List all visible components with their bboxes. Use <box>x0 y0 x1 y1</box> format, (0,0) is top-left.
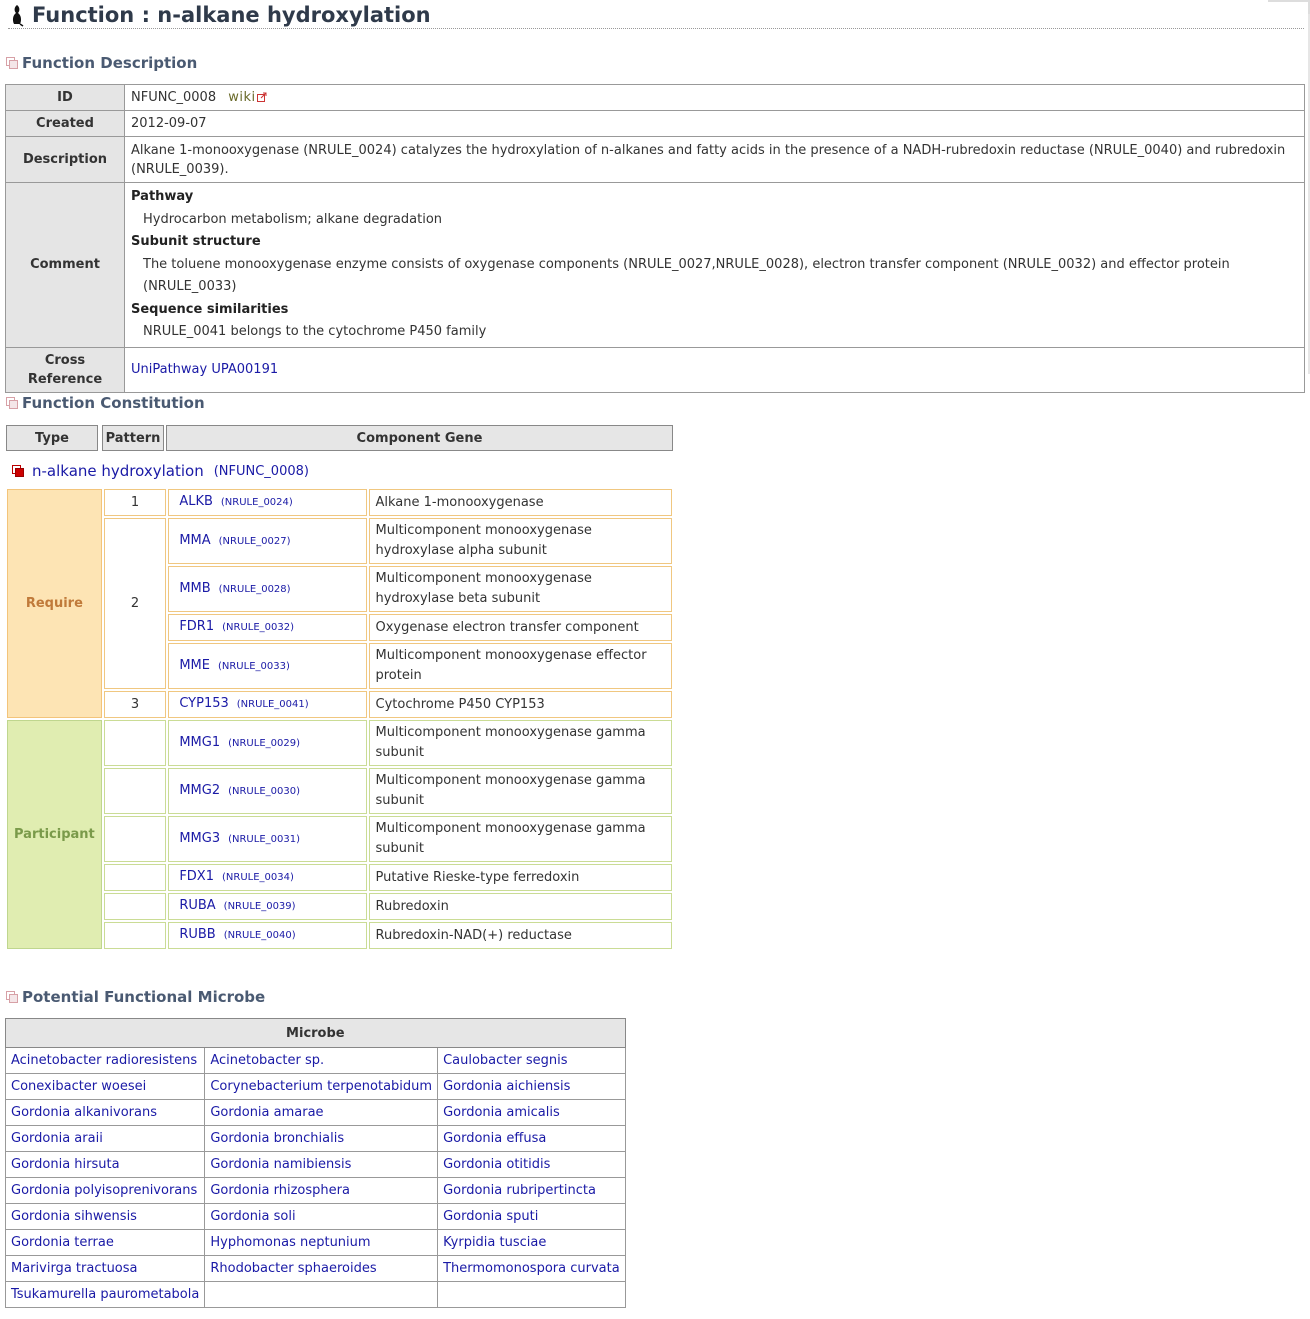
component-name: Multicomponent monooxygenase effector protein <box>369 643 673 689</box>
table-row <box>6 137 1305 183</box>
function-row <box>12 462 309 480</box>
microbe-link[interactable]: Acinetobacter sp. <box>210 1053 325 1068</box>
comment-text-pathway: Hydrocarbon metabolism; alkane degradation <box>143 211 443 227</box>
rule-link[interactable]: (NRULE_0029) <box>228 737 300 749</box>
component-name: Oxygenase electron transfer component <box>369 614 673 641</box>
table-row <box>6 1256 626 1282</box>
component-name: Multicomponent monooxygenase gamma subunit <box>369 720 673 766</box>
gene-cell <box>168 691 366 718</box>
table-row <box>6 1204 626 1230</box>
cross-reference-label: Cross Reference <box>6 347 125 392</box>
microbe-link[interactable]: Hyphomonas neptunium <box>210 1235 371 1250</box>
comment-heading-pathway: Pathway <box>131 189 194 204</box>
table-row <box>6 1048 626 1074</box>
microbe-cell <box>438 1282 626 1308</box>
comment-value <box>125 183 1305 348</box>
microbe-link[interactable]: Gordonia sihwensis <box>11 1209 137 1224</box>
microbe-cell <box>438 1152 626 1178</box>
microbe-cell <box>6 1100 205 1126</box>
wiki-link[interactable]: wiki <box>228 90 266 105</box>
section-icon <box>6 57 18 69</box>
component-name: Alkane 1-monooxygenase <box>369 489 673 516</box>
function-icon <box>12 465 24 477</box>
microbe-cell <box>6 1048 205 1074</box>
microbe-link[interactable]: Tsukamurella paurometabola <box>11 1287 200 1302</box>
potential-microbe-heading: Potential Functional Microbe <box>6 988 265 1006</box>
table-row <box>7 720 672 766</box>
function-id-link[interactable]: (NFUNC_0008) <box>213 463 309 479</box>
description-label: Description <box>6 137 125 183</box>
comment-label: Comment <box>6 183 125 348</box>
id-value: NFUNC_0008 <box>131 90 217 105</box>
microbe-cell <box>6 1256 205 1282</box>
gene-link[interactable]: MMG3 <box>179 830 221 846</box>
component-name: Multicomponent monooxygenase gamma subunit <box>369 768 673 814</box>
gene-cell <box>168 893 366 920</box>
component-name: Multicomponent monooxygenase gamma subunit <box>369 816 673 862</box>
rule-link[interactable]: (NRULE_0024) <box>220 497 293 508</box>
table-row <box>6 85 1305 111</box>
microbe-cell <box>205 1256 438 1282</box>
gene-link[interactable]: FDR1 <box>179 619 215 634</box>
table-row <box>7 816 672 862</box>
created-label: Created <box>6 111 125 137</box>
pattern-cell <box>104 816 167 862</box>
microbe-link[interactable]: Gordonia terrae <box>11 1235 114 1250</box>
microbe-link[interactable]: Rhodobacter sphaeroides <box>210 1261 377 1276</box>
microbe-link[interactable]: Gordonia otitidis <box>443 1157 551 1172</box>
microbe-cell <box>6 1126 205 1152</box>
component-gene-header: Component Gene <box>167 426 673 451</box>
microbe-link[interactable]: Gordonia araii <box>11 1131 103 1146</box>
section-icon <box>6 991 18 1003</box>
microbe-header: Microbe <box>6 1019 626 1048</box>
microbe-link[interactable]: Caulobacter segnis <box>443 1053 568 1068</box>
gene-link[interactable]: MMA <box>179 532 211 548</box>
gene-link[interactable]: MME <box>179 657 210 673</box>
constitution-header <box>6 425 673 451</box>
microbe-link[interactable]: Gordonia amicalis <box>443 1105 560 1120</box>
pattern-cell: 2 <box>104 518 167 689</box>
microbe-link[interactable]: Gordonia polyisoprenivorans <box>11 1183 198 1198</box>
microbe-link[interactable]: Marivirga tractuosa <box>11 1261 138 1276</box>
rule-link[interactable]: (NRULE_0034) <box>221 872 294 883</box>
microbe-cell <box>205 1126 438 1152</box>
section-icon <box>6 397 18 409</box>
table-row <box>6 1152 626 1178</box>
table-row <box>6 1126 626 1152</box>
function-description-table <box>5 84 1305 393</box>
microbe-cell <box>6 1230 205 1256</box>
participant-type-cell: Participant <box>7 720 102 949</box>
microbe-link[interactable]: Acinetobacter radioresistens <box>11 1053 198 1068</box>
external-link-icon <box>257 92 267 102</box>
description-value <box>125 137 1305 183</box>
microbe-cell <box>438 1178 626 1204</box>
microbe-cell <box>205 1282 438 1308</box>
rule-link[interactable]: (NRULE_0030) <box>228 785 300 797</box>
pattern-cell: 1 <box>104 489 167 516</box>
microbe-cell <box>438 1126 626 1152</box>
gene-cell <box>168 643 366 689</box>
microbe-link[interactable]: Gordonia alkanivorans <box>11 1105 157 1120</box>
rule-link[interactable]: (NRULE_0032) <box>222 622 294 633</box>
created-value: 2012-09-07 <box>125 111 1305 137</box>
microbe-cell <box>438 1256 626 1282</box>
table-row <box>6 1178 626 1204</box>
microbe-cell <box>205 1100 438 1126</box>
microbe-link[interactable]: Gordonia rubripertincta <box>443 1183 596 1198</box>
microbe-cell <box>205 1178 438 1204</box>
microbe-link[interactable]: Gordonia rhizosphera <box>210 1183 350 1198</box>
table-row <box>7 691 672 718</box>
pattern-cell <box>104 720 167 766</box>
table-row <box>7 893 672 920</box>
table-row <box>7 922 672 949</box>
microbe-cell <box>6 1204 205 1230</box>
microbe-cell <box>6 1178 205 1204</box>
microbe-link[interactable]: Gordonia bronchialis <box>210 1131 345 1146</box>
rule-link[interactable]: (NRULE_0027) <box>218 535 291 547</box>
pattern-header: Pattern <box>103 426 164 451</box>
comment-heading-subunit: Subunit structure <box>131 234 261 249</box>
microbe-cell <box>6 1074 205 1100</box>
microbe-cell <box>438 1048 626 1074</box>
table-row <box>7 518 672 564</box>
microbe-link[interactable]: Gordonia hirsuta <box>11 1157 120 1172</box>
function-constitution-heading: Function Constitution <box>6 394 205 412</box>
component-name: Multicomponent monooxygenase hydroxylase alpha subunit <box>369 518 673 564</box>
description-line-1: Alkane 1-monooxygenase (NRULE_0024) catalyzes the hydroxylation of n-alkanes and fatty acids in the presence of a NADH-rubredoxin reductase (NRULE_0040) and rubredoxin <box>131 142 1286 158</box>
microbe-cell <box>438 1074 626 1100</box>
pattern-cell <box>104 922 167 949</box>
gene-cell <box>168 614 366 641</box>
id-cell <box>125 85 1305 111</box>
microbe-cell <box>205 1048 438 1074</box>
microbe-cell <box>205 1230 438 1256</box>
microbe-cell <box>205 1074 438 1100</box>
require-type-cell: Require <box>7 489 102 718</box>
gene-cell <box>168 518 366 564</box>
gene-link[interactable]: MMG1 <box>179 734 221 750</box>
page-title <box>8 2 1304 29</box>
rule-link[interactable]: (NRULE_0041) <box>236 699 309 710</box>
microbe-link[interactable]: Gordonia amarae <box>210 1105 324 1120</box>
component-name: Putative Rieske-type ferredoxin <box>369 864 673 891</box>
gene-cell <box>168 768 366 814</box>
microbe-cell <box>438 1230 626 1256</box>
table-row <box>6 111 1305 137</box>
unipathway-link[interactable]: UniPathway UPA00191 <box>131 362 279 377</box>
gene-link[interactable]: RUBB <box>179 927 216 942</box>
component-name: Multicomponent monooxygenase hydroxylase beta subunit <box>369 566 673 612</box>
page-title-text: Function : n-alkane hydroxylation <box>32 3 431 27</box>
table-row <box>7 864 672 891</box>
microbe-link[interactable]: Conexibacter woesei <box>11 1079 147 1094</box>
gene-cell <box>168 816 366 862</box>
microbe-cell <box>205 1152 438 1178</box>
table-row <box>6 183 1305 348</box>
gene-cell <box>168 864 366 891</box>
gene-cell <box>168 489 366 516</box>
microbe-cell <box>6 1282 205 1308</box>
table-row <box>7 489 672 516</box>
table-row <box>6 1282 626 1308</box>
comment-text-similarity: NRULE_0041 belongs to the cytochrome P450 family <box>143 324 487 339</box>
gene-link[interactable]: RUBA <box>179 898 216 913</box>
rule-link[interactable]: (NRULE_0028) <box>218 583 291 595</box>
comment-heading-similarity: Sequence similarities <box>131 301 289 317</box>
gene-cell <box>168 922 366 949</box>
rule-link[interactable]: (NRULE_0040) <box>223 930 296 941</box>
component-name: Rubredoxin-NAD(+) reductase <box>369 922 673 949</box>
pattern-cell <box>104 893 167 920</box>
function-description-heading: Function Description <box>6 54 197 72</box>
microbe-link[interactable]: Corynebacterium terpenotabidum <box>210 1079 433 1094</box>
microbe-link[interactable]: Gordonia sputi <box>443 1209 539 1224</box>
pattern-cell <box>104 864 167 891</box>
component-name: Cytochrome P450 CYP153 <box>369 691 673 718</box>
microbe-link[interactable]: Gordonia namibiensis <box>210 1157 352 1172</box>
constitution-table <box>5 487 674 951</box>
microbe-cell <box>438 1100 626 1126</box>
cross-reference-cell <box>125 347 1305 392</box>
microbe-cell <box>438 1204 626 1230</box>
microbe-link[interactable]: Gordonia soli <box>210 1209 296 1224</box>
gene-link[interactable]: MMG2 <box>179 782 221 798</box>
component-name: Rubredoxin <box>369 893 673 920</box>
bacterium-icon <box>8 3 26 27</box>
microbe-table <box>5 1018 626 1308</box>
gene-cell <box>168 566 366 612</box>
microbe-link[interactable]: Gordonia aichiensis <box>443 1079 571 1094</box>
gene-link[interactable]: FDX1 <box>179 869 214 884</box>
gene-link[interactable]: ALKB <box>179 494 213 509</box>
type-header: Type <box>7 426 98 451</box>
id-label: ID <box>6 85 125 111</box>
microbe-cell <box>205 1204 438 1230</box>
function-name-link[interactable]: n-alkane hydroxylation <box>32 462 204 480</box>
pattern-cell: 3 <box>104 691 167 718</box>
gene-link[interactable]: MMB <box>179 580 211 596</box>
gene-link[interactable]: CYP153 <box>179 696 229 711</box>
microbe-link[interactable]: Gordonia effusa <box>443 1131 547 1146</box>
table-row <box>6 1100 626 1126</box>
table-row <box>6 1074 626 1100</box>
microbe-link[interactable]: Kyrpidia tusciae <box>443 1235 547 1250</box>
description-line-2: (NRULE_0039). <box>131 161 229 177</box>
rule-link[interactable]: (NRULE_0031) <box>228 833 300 845</box>
microbe-link[interactable]: Thermomonospora curvata <box>443 1261 620 1276</box>
table-row <box>6 347 1305 392</box>
rule-link[interactable]: (NRULE_0033) <box>217 660 290 672</box>
microbe-cell <box>6 1152 205 1178</box>
rule-link[interactable]: (NRULE_0039) <box>223 901 296 912</box>
pattern-cell <box>104 768 167 814</box>
table-row <box>7 768 672 814</box>
gene-cell <box>168 720 366 766</box>
comment-text-subunit: The toluene monooxygenase enzyme consists of oxygenase components (NRULE_0027,NRULE_0028), electron transfer component (NRULE_0032) and effector protein (NRULE_0033) <box>143 256 1230 294</box>
table-row <box>6 1230 626 1256</box>
